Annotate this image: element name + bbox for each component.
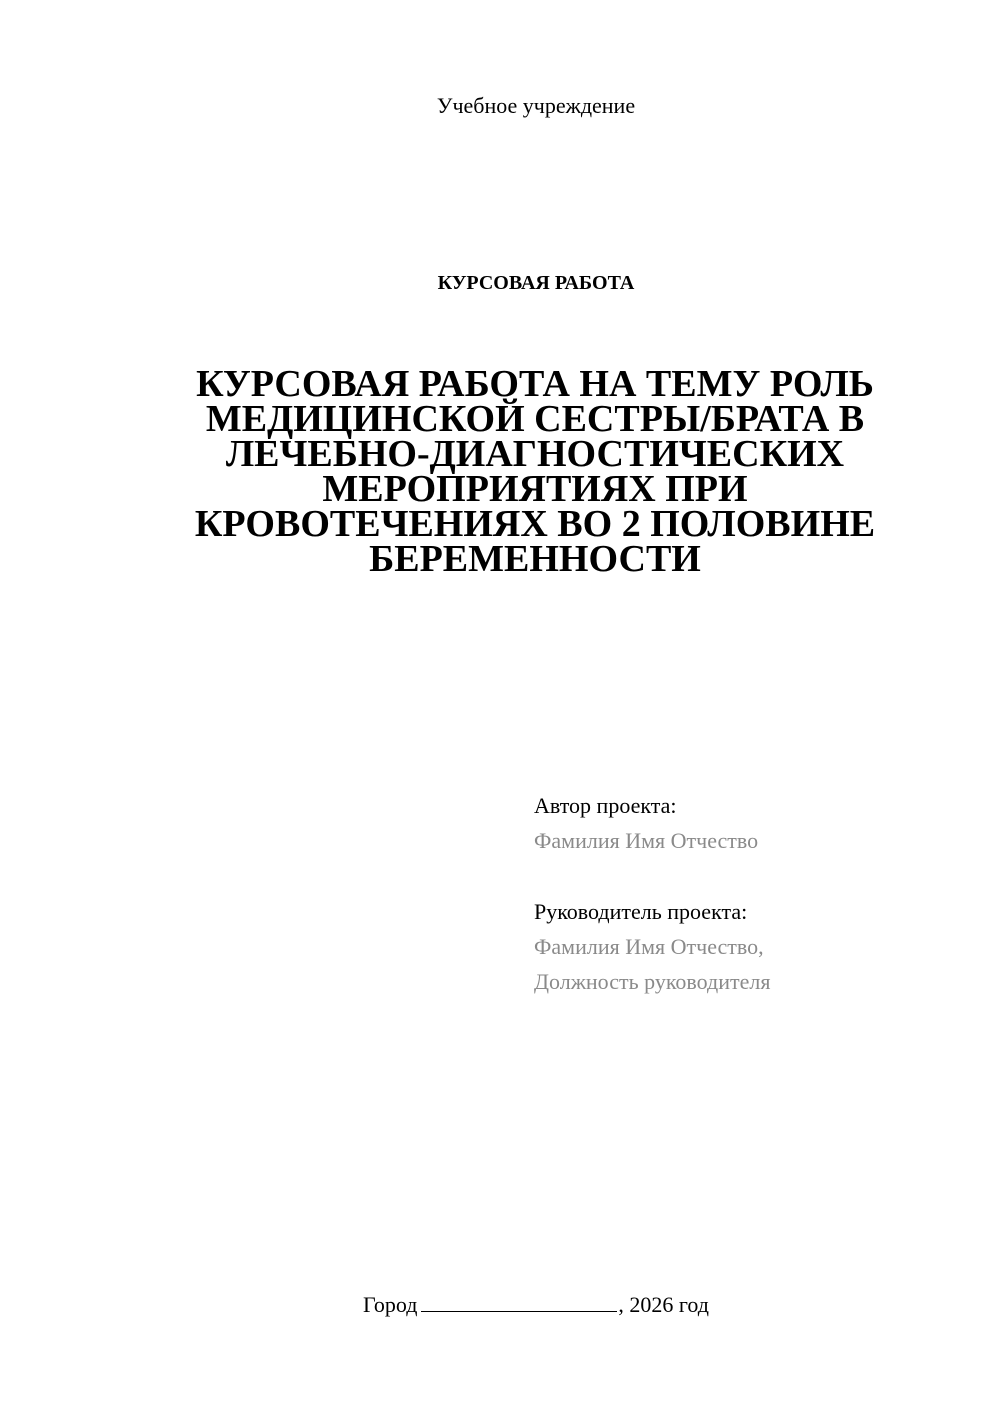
supervisor-position: Должность руководителя bbox=[534, 969, 771, 994]
document-title: КУРСОВАЯ РАБОТА НА ТЕМУ РОЛЬ МЕДИЦИНСКОЙ СЕСТРЫ/БРАТА В ЛЕЧЕБНО-ДИАГНОСТИЧЕСКИХ МЕРОПРИЯТИЯХ ПРИ КРОВОТЕЧЕНИЯХ ВО 2 ПОЛОВИНЕ БЕРЕМЕННОСТИ bbox=[194, 363, 876, 580]
supervisor-name: Фамилия Имя Отчество, bbox=[534, 934, 764, 959]
city-label: Город bbox=[363, 1292, 418, 1317]
author-label: Автор проекта: bbox=[534, 793, 677, 818]
document-type: КУРСОВАЯ РАБОТА bbox=[437, 272, 635, 294]
year-text: , 2026 год bbox=[618, 1292, 709, 1317]
supervisor-label: Руководитель проекта: bbox=[534, 899, 748, 924]
spacer bbox=[534, 858, 974, 894]
author-name: Фамилия Имя Отчество bbox=[534, 828, 759, 853]
institution-name: Учебное учреждение bbox=[436, 93, 636, 118]
authorship-block bbox=[534, 788, 974, 999]
city-year-line bbox=[0, 1290, 1000, 1320]
city-blank-underline bbox=[421, 1291, 617, 1312]
